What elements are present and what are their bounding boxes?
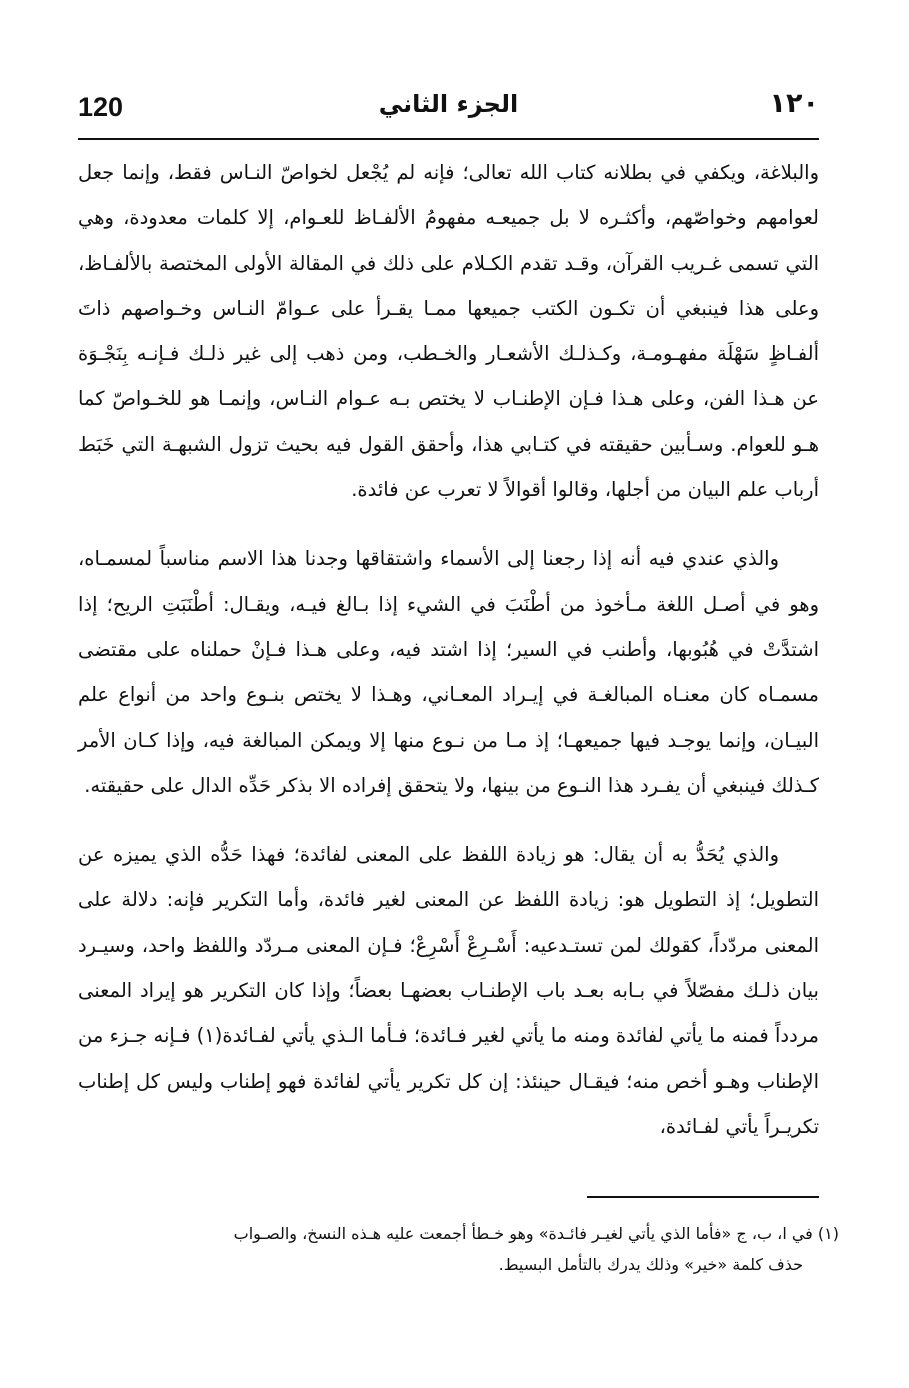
running-title: الجزء الثاني — [378, 90, 519, 118]
footnote-line-2: حذف كلمة «خير» وذلك يدرك بالتأمل البسيط. — [498, 1255, 803, 1274]
page-number-latin: 120 — [78, 92, 124, 122]
paragraph-1: والبلاغة، ويكفي في بطلانه كتاب الله تعالى؛ فإنه لم يُجْعل لخواصّ النـاس فقط، وإنما جعل لعوامهم وخواصّهم، وأكثـره لا بل جميعـه مفهومُ الألفـاظ للعـوام، إلا كلمات معدودة، وهي التي تسمى غـريب القرآن، وقـد تقدم الكـلام على ذلك في المقالة الأولى المختصة بالألفـاظ، وعلى هذا فينبغي أن تكـون الكتب جميعها ممـا يقـرأ على عـوامّ النـاس وخـواصهم ذاتَ ألفـاظٍ سَهْلَة مفهـومـة، وكـذلـك الأشعـار والخـطب، ومن ذهب إلى غير ذلـك فـإنـه بِنَجْـوَة عن هـذا الفن، وعلى هـذا فـإن الإطنـاب لا يختص بـه عـوام النـاس، وإنمـا هو للخـواصّ كما هـو للعوام. وسـأبين حقيقته في كتـابي هذا، وأحقق القول فيه بحيث تزول الشبهـة التي خَبَط أرباب علم البيان من أجلها، وقالوا أقوالاً لا تعرب عن فائدة. — [78, 161, 819, 502]
paragraph-3: والذي يُحَدُّ به أن يقال: هو زيادة اللفظ على المعنى لفائدة؛ فهذا حَدُّه الذي يميزه عن التطويل؛ إذ التطويل هو: زيادة اللفظ عن المعنى لغير فائدة، وأما التكرير فإنه: دلالة على المعنى مردّداً، كقولك لمن تستـدعيه: أَسْـرِعْ أَسْرِعْ؛ فـإن المعنى مـردّد واللفظ واحد، وسيـرد بيان ذلـك مفصّلاً في بـابه بعـد باب الإطنـاب بعضهـا بعضاً؛ وإذا كان التكرير هو إيراد المعنى مردداً فمنه ما يأتي لفائدة ومنه ما يأتي لغير فـائدة؛ فـأما الـذي يأتي لفـائدة(١) فـإنه جـزء من الإطناب وهـو أخص منه؛ فيقـال حينئذ: إن كل تكرير يأتي لفائدة فهو إطناب وليس كل إطناب تكريـراً يأتي لفـائدة، — [78, 843, 819, 1138]
body-text — [78, 150, 819, 1173]
paragraph-2: والذي عندي فيه أنه إذا رجعنا إلى الأسماء واشتقاقها وجدنا هذا الاسم مناسباً لمسمـاه، وهو في أصـل اللغة مـأخوذ من أطْنَبَ في الشيء إذا بـالغ فيـه، ويقـال: أطْنَبَتِ الريح؛ إذا اشتدَّتْ في هُبُوبها، وأطنب في السير؛ إذا اشتد فيه، وعلى هـذا فـإنْ حملناه على مقتضى مسمـاه كان معنـاه المبالغـة في إيـراد المعـاني، وهـذا لا يختص بنـوع واحد من أنواع علم البيـان، وإنما يوجـد فيها جميعهـا؛ إذ مـا من نـوع منها إلا ويمكن المبالغة فيه، وإذا كـان الأمر كـذلك فينبغي أن يفـرد هذا النـوع من بينها، ولا يتحقق إفراده الا بذكر حَدِّه الدال على حقيقته. — [78, 547, 819, 797]
footnote-line-1: (١) في ا، ب، ج «فأما الذي يأتي لغيـر فائـدة» وهو خـطأ أجمعت عليه هـذه النسخ، والصـواب — [233, 1224, 839, 1243]
page-number-arabic: ١٢٠ — [769, 88, 819, 119]
header-rule — [78, 138, 819, 140]
page-header — [78, 88, 819, 132]
footnote — [90, 1218, 839, 1280]
footnote-separator — [587, 1196, 819, 1198]
